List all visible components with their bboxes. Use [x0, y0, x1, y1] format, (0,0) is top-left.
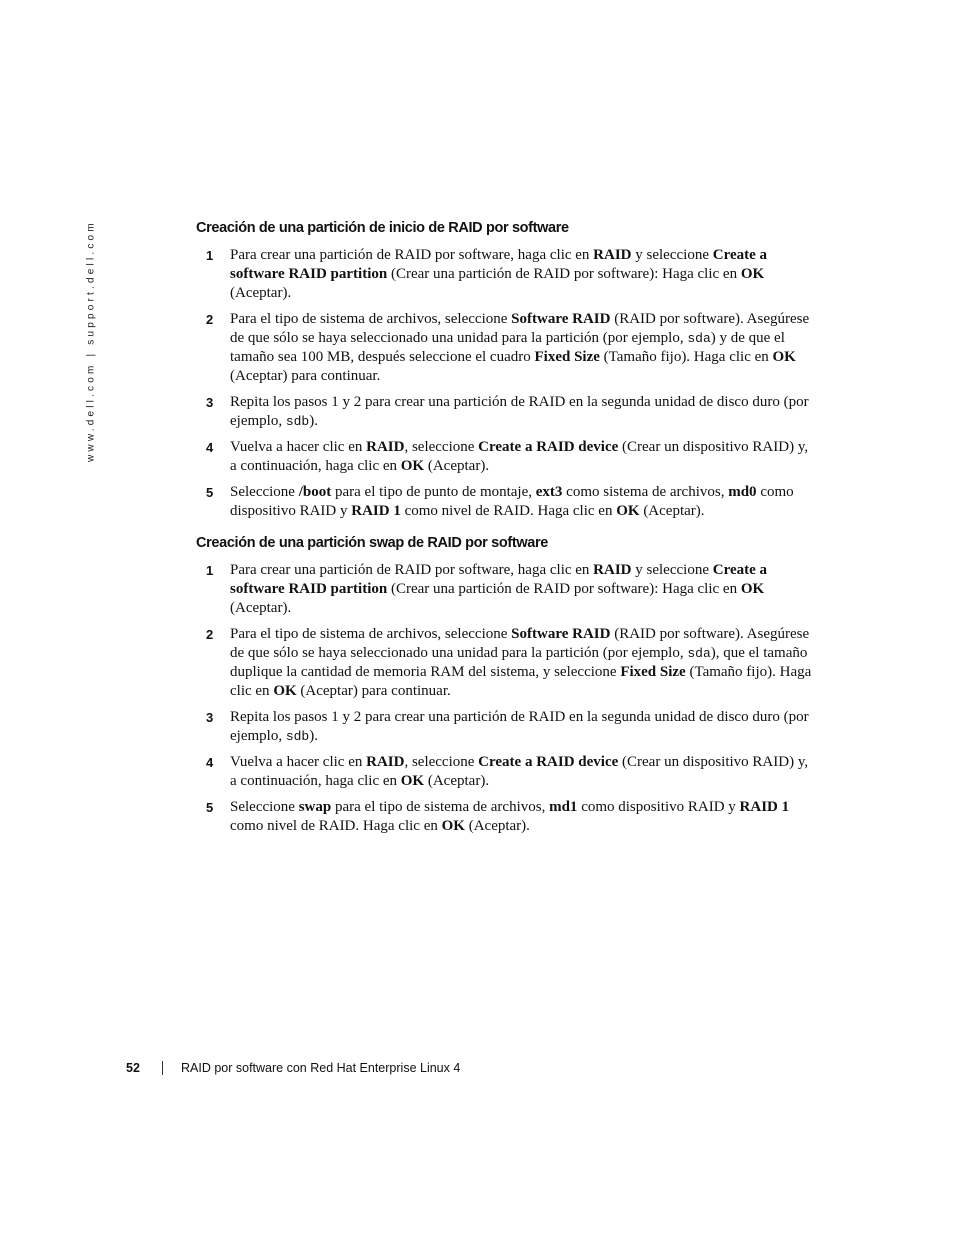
- step-text: [230, 393, 816, 431]
- step-item: [196, 708, 816, 746]
- step-text: [230, 310, 816, 386]
- document-body: [196, 218, 816, 848]
- step-item: [196, 625, 816, 701]
- text-run: y seleccione: [631, 247, 713, 263]
- text-run: como dispositivo RAID y: [230, 484, 794, 519]
- text-run: (Crear un dispositivo RAID) y, a continuación, haga clic en: [230, 439, 809, 474]
- text-run: (RAID por software). Asegúrese de que sólo se haya seleccionado una unidad para la partición (por ejemplo,: [230, 311, 810, 346]
- text-run: Para crear una partición de RAID por software, haga clic en: [230, 562, 594, 578]
- bold-term: Software RAID: [511, 311, 611, 327]
- page-number: 52: [126, 1061, 140, 1075]
- bold-term: Create a RAID device: [478, 439, 619, 455]
- step-item: [196, 246, 816, 303]
- text-run: Repita los pasos 1 y 2 para crear una partición de RAID en la segunda unidad de disco duro (por ejemplo,: [230, 709, 809, 744]
- step-text: [230, 483, 816, 521]
- step-text: [230, 798, 816, 836]
- step-text: [230, 753, 816, 791]
- step-number: 1: [206, 563, 214, 578]
- step-number: 2: [206, 627, 214, 642]
- step-item: [196, 798, 816, 836]
- bold-term: Fixed Size: [534, 349, 600, 365]
- text-run: como nivel de RAID. Haga clic en: [400, 503, 617, 519]
- step-item: [196, 561, 816, 618]
- text-run: (Aceptar).: [230, 285, 292, 301]
- step-text: [230, 438, 816, 476]
- text-run: (Aceptar) para continuar.: [296, 683, 451, 699]
- bold-term: Create a software RAID partition: [230, 247, 768, 282]
- bold-term: RAID: [366, 754, 405, 770]
- text-run: (Aceptar).: [230, 600, 292, 616]
- step-number: 5: [206, 800, 214, 815]
- text-run: (Crear una partición de RAID por software): Haga clic en: [387, 266, 741, 282]
- bold-term: md1: [549, 799, 578, 815]
- step-number: 1: [206, 248, 214, 263]
- text-run: ).: [309, 413, 318, 429]
- text-run: Para crear una partición de RAID por software, haga clic en: [230, 247, 594, 263]
- bold-term: OK: [740, 581, 765, 597]
- step-text: [230, 625, 816, 701]
- text-run: para el tipo de punto de montaje,: [331, 484, 536, 500]
- bold-term: Fixed Size: [620, 664, 686, 680]
- step-number: 5: [206, 485, 214, 500]
- text-run: ).: [309, 728, 318, 744]
- bold-term: OK: [616, 503, 640, 519]
- bold-term: swap: [298, 799, 332, 815]
- text-run: , seleccione: [404, 439, 479, 455]
- text-run: (Aceptar).: [424, 458, 490, 474]
- bold-term: OK: [441, 818, 465, 834]
- bold-term: Create a RAID device: [478, 754, 619, 770]
- text-run: (Tamaño fijo). Haga clic en: [230, 664, 812, 699]
- bold-term: RAID 1: [739, 799, 790, 815]
- text-run: (Aceptar).: [639, 503, 705, 519]
- step-number: 2: [206, 312, 214, 327]
- bold-term: OK: [400, 458, 425, 474]
- text-run: (Aceptar).: [424, 773, 490, 789]
- text-run: como dispositivo RAID y: [577, 799, 740, 815]
- bold-term: RAID: [593, 247, 632, 263]
- text-run: Vuelva a hacer clic en: [230, 754, 367, 770]
- step-text: [230, 246, 816, 303]
- bold-term: Create a software RAID partition: [230, 562, 768, 597]
- code-term: sdb: [285, 729, 310, 744]
- section-heading-boot: Creación de una partición de inicio de RAID por software: [196, 220, 569, 236]
- text-run: (Aceptar) para continuar.: [230, 368, 381, 384]
- bold-term: OK: [772, 349, 796, 365]
- text-run: , seleccione: [404, 754, 479, 770]
- text-run: (RAID por software). Asegúrese de que sólo se haya seleccionado una unidad para la partición (por ejemplo,: [230, 626, 810, 661]
- text-run: para el tipo de sistema de archivos,: [331, 799, 550, 815]
- page-footer: [126, 1061, 460, 1075]
- text-run: ) y de que el tamaño sea 100 MB, después seleccione el cuadro: [230, 330, 785, 365]
- footer-divider: [162, 1061, 163, 1075]
- steps-list-boot: [196, 246, 816, 521]
- step-item: [196, 393, 816, 431]
- step-number: 4: [206, 440, 214, 455]
- step-text: [230, 708, 816, 746]
- step-number: 3: [206, 710, 214, 725]
- text-run: Para el tipo de sistema de archivos, seleccione: [230, 311, 512, 327]
- bold-term: OK: [740, 266, 765, 282]
- step-item: [196, 753, 816, 791]
- text-run: (Aceptar).: [464, 818, 530, 834]
- code-term: sda: [687, 331, 711, 346]
- side-url: www.dell.com | support.dell.com: [85, 220, 97, 462]
- bold-term: md0: [728, 484, 757, 500]
- text-run: Para el tipo de sistema de archivos, seleccione: [230, 626, 512, 642]
- step-item: [196, 483, 816, 521]
- text-run: (Tamaño fijo). Haga clic en: [599, 349, 773, 365]
- text-run: (Crear una partición de RAID por software): Haga clic en: [387, 581, 741, 597]
- text-run: Seleccione: [230, 484, 299, 500]
- text-run: como sistema de archivos,: [562, 484, 729, 500]
- steps-list-swap: [196, 561, 816, 836]
- section-heading-swap: Creación de una partición swap de RAID por software: [196, 535, 548, 551]
- bold-term: RAID: [593, 562, 632, 578]
- step-number: 4: [206, 755, 214, 770]
- bold-term: Software RAID: [511, 626, 611, 642]
- step-number: 3: [206, 395, 214, 410]
- text-run: como nivel de RAID. Haga clic en: [230, 818, 442, 834]
- bold-term: /boot: [298, 484, 332, 500]
- code-term: sdb: [285, 414, 310, 429]
- bold-term: RAID: [366, 439, 405, 455]
- text-run: y seleccione: [631, 562, 713, 578]
- code-term: sda: [687, 646, 711, 661]
- bold-term: ext3: [535, 484, 563, 500]
- text-run: (Crear un dispositivo RAID) y, a continuación, haga clic en: [230, 754, 809, 789]
- footer-title: RAID por software con Red Hat Enterprise Linux 4: [181, 1061, 461, 1075]
- step-item: [196, 310, 816, 386]
- text-run: Repita los pasos 1 y 2 para crear una partición de RAID en la segunda unidad de disco duro (por ejemplo,: [230, 394, 809, 429]
- bold-term: OK: [400, 773, 425, 789]
- step-item: [196, 438, 816, 476]
- text-run: ), que el tamaño duplique la cantidad de memoria RAM del sistema, y seleccione: [230, 645, 808, 680]
- step-text: [230, 561, 816, 618]
- text-run: Seleccione: [230, 799, 299, 815]
- bold-term: RAID 1: [351, 503, 401, 519]
- text-run: Vuelva a hacer clic en: [230, 439, 367, 455]
- bold-term: OK: [273, 683, 297, 699]
